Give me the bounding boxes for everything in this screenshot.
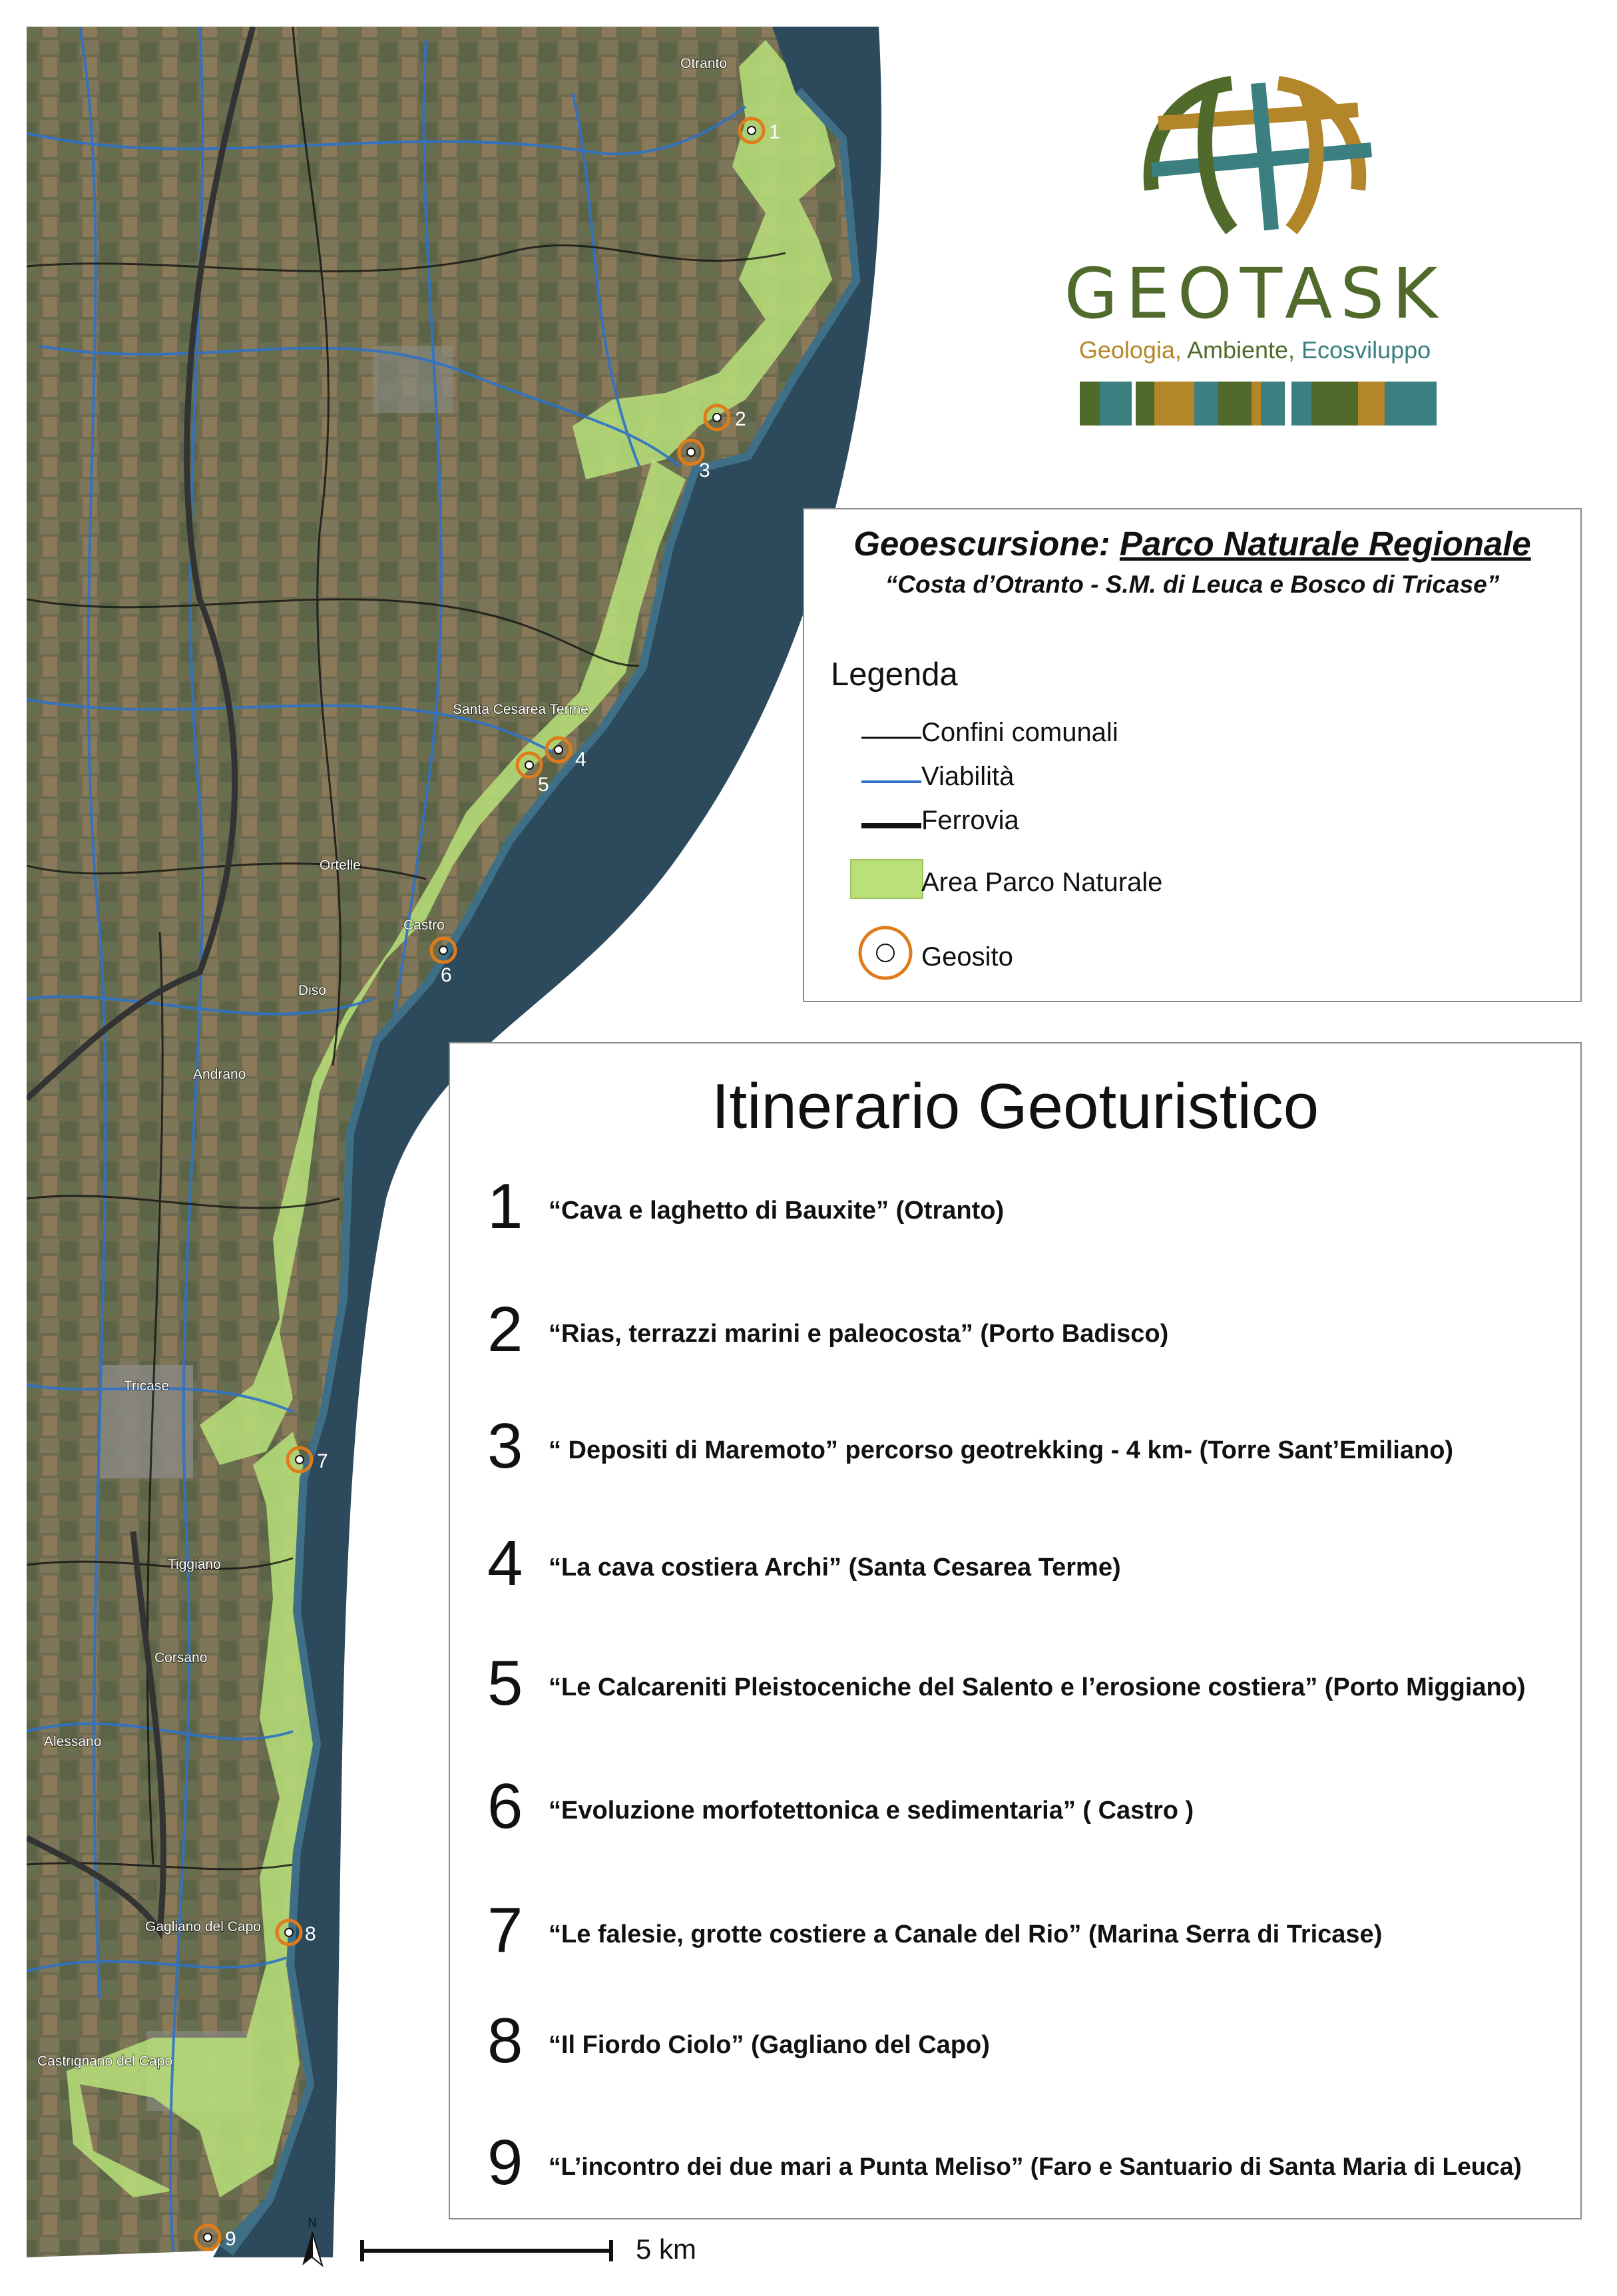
tagline-geologia: Geologia, — [1078, 336, 1187, 364]
geosite-number: 1 — [769, 121, 780, 143]
town-label: Gagliano del Capo — [145, 1919, 261, 1934]
itinerary-number: 3 — [487, 1410, 523, 1482]
geosite-number: 5 — [538, 774, 549, 796]
itinerary-number: 9 — [487, 2127, 523, 2198]
legend-label: Ferrovia — [921, 806, 1019, 835]
legend-panel — [803, 508, 1582, 1002]
geosite-number: 9 — [225, 2228, 236, 2250]
town-label: Ortelle — [320, 858, 361, 873]
itinerary-text: “L’incontro dei due mari a Punta Meliso” (Faro e Santuario di Santa Maria di Leuca) — [549, 2153, 1522, 2180]
legend-title-park: Parco Naturale Regionale — [1119, 525, 1531, 563]
legend-label: Viabilità — [921, 762, 1015, 791]
legend-item-ferrovia — [831, 800, 1497, 840]
legend-title — [804, 524, 1580, 563]
town-label: Tricase — [124, 1378, 170, 1394]
legend-heading: Legenda — [831, 657, 958, 693]
itinerary-number: 2 — [487, 1294, 523, 1365]
itinerary-item-1 — [487, 1170, 1572, 1250]
geosite-number: 2 — [735, 408, 746, 430]
itinerary-item-7 — [487, 1894, 1572, 1974]
north-label: N — [308, 2216, 317, 2229]
itinerary-number: 5 — [487, 1647, 523, 1719]
logo-wordmark: GEOTASK — [1064, 253, 1446, 334]
north-arrow-icon — [296, 2215, 329, 2268]
legend-label: Confini comunali — [921, 718, 1118, 747]
town-label: Castrignano del Capo — [37, 2054, 173, 2069]
geosite-number: 6 — [441, 964, 452, 986]
geosite-number: 4 — [575, 748, 586, 770]
legend-subtitle: “Costa d’Otranto - S.M. di Leuca e Bosco di Tricase” — [885, 571, 1500, 598]
road-line-icon — [857, 756, 924, 796]
itinerary-title: Itinerario Geoturistico — [711, 1071, 1319, 1142]
tagline-ecosviluppo: Ecosviluppo — [1301, 336, 1431, 364]
park-area-swatch-icon — [849, 858, 927, 902]
itinerary-text: “La cava costiera Archi” (Santa Cesarea Terme) — [549, 1554, 1121, 1581]
town-label: Diso — [298, 983, 327, 998]
railway-line-icon — [857, 800, 924, 840]
itinerary-text: “Rias, terrazzi marini e paleocosta” (Porto Badisco) — [549, 1320, 1169, 1348]
legend-item-parco — [831, 862, 1497, 902]
tagline-ambiente: Ambiente, — [1186, 336, 1302, 364]
itinerary-text: “Le Calcareniti Pleistoceniche del Salento e l’erosione costiera” (Porto Miggiano) — [549, 1673, 1526, 1701]
itinerary-text: “ Depositi di Maremoto” percorso geotrekking - 4 km- (Torre Sant’Emiliano) — [549, 1436, 1454, 1464]
geosite-number: 8 — [305, 1923, 316, 1945]
itinerary-text: “Cava e laghetto di Bauxite” (Otranto) — [549, 1197, 1005, 1225]
town-label: Otranto — [680, 56, 728, 71]
geosite-number: 7 — [317, 1450, 328, 1472]
scale-label: 5 km — [636, 2233, 697, 2265]
itinerary-panel — [449, 1042, 1582, 2219]
itinerary-number: 6 — [487, 1771, 523, 1842]
town-label: Alessano — [44, 1734, 102, 1749]
itinerary-item-3 — [487, 1410, 1572, 1490]
itinerary-text: “Le falesie, grotte costiere a Canale del Rio” (Marina Serra di Tricase) — [549, 1920, 1383, 1948]
legend-label: Geosito — [921, 942, 1013, 972]
itinerary-number: 1 — [487, 1171, 523, 1242]
logo-tagline — [1058, 336, 1451, 364]
legend-item-geosito — [831, 937, 1497, 977]
geotask-logo — [1058, 63, 1451, 436]
town-label: Castro — [403, 918, 445, 933]
boundary-line-icon — [857, 713, 924, 752]
itinerary-item-4 — [487, 1527, 1572, 1607]
itinerary-number: 8 — [487, 2005, 523, 2076]
globe-grid-icon — [1058, 63, 1451, 250]
legend-label: Area Parco Naturale — [921, 868, 1163, 897]
itinerary-item-8 — [487, 2004, 1572, 2084]
geosite-number: 3 — [699, 459, 710, 481]
town-label: Andrano — [193, 1067, 246, 1082]
itinerary-text: “Il Fiordo Ciolo” (Gagliano del Capo) — [549, 2031, 990, 2059]
itinerary-item-2 — [487, 1293, 1572, 1373]
itinerary-item-6 — [487, 1770, 1572, 1850]
geosite-icon — [855, 922, 921, 982]
town-label: Santa Cesarea Terme — [453, 702, 588, 717]
town-label: Tiggiano — [168, 1557, 221, 1572]
town-label: Corsano — [154, 1650, 208, 1665]
itinerary-number: 7 — [487, 1894, 523, 1966]
itinerary-number: 4 — [487, 1528, 523, 1599]
logo-color-strip — [1080, 382, 1437, 426]
legend-item-confini — [831, 713, 1497, 752]
legend-title-prefix: Geoescursione: — [853, 525, 1120, 563]
itinerary-item-5 — [487, 1647, 1572, 1727]
itinerary-text: “Evoluzione morfotettonica e sedimentaria” ( Castro ) — [549, 1797, 1194, 1825]
legend-item-viabilita — [831, 756, 1497, 796]
itinerary-item-9 — [487, 2126, 1572, 2206]
